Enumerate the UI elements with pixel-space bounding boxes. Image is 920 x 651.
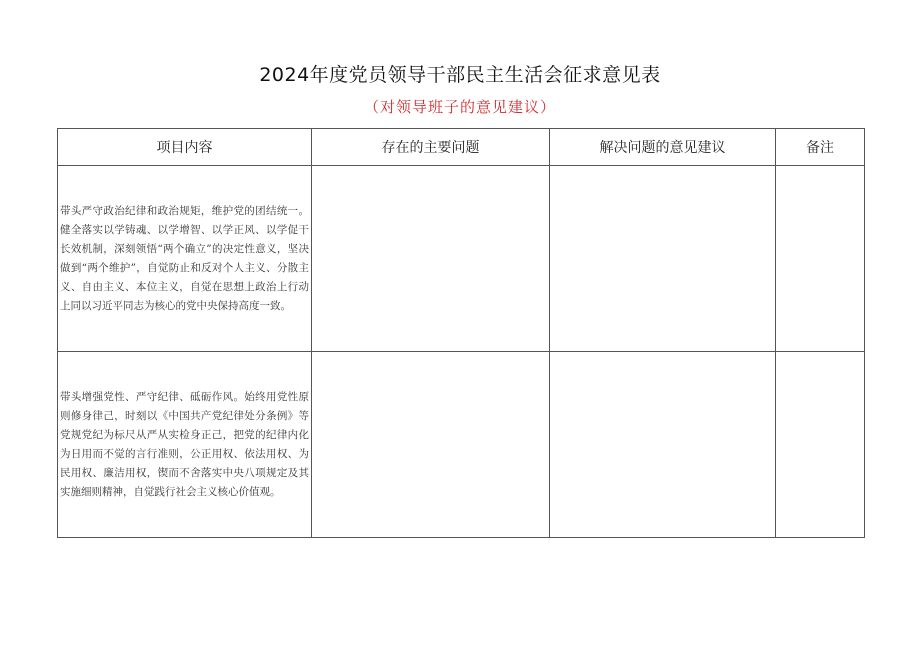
suggestions-text <box>550 352 775 537</box>
problems-text <box>312 166 549 351</box>
table-header-row <box>58 129 865 166</box>
table-row <box>58 352 865 538</box>
problems-cell[interactable] <box>312 352 550 538</box>
header-main-problems: 存在的主要问题 <box>312 129 550 166</box>
header-item-content: 项目内容 <box>58 129 312 166</box>
item-cell <box>58 352 312 538</box>
remarks-cell[interactable] <box>776 166 865 352</box>
page-subtitle: （对领导班子的意见建议） <box>363 98 556 116</box>
item-text: 带头严守政治纪律和政治规矩，维护党的团结统一。健全落实以学铸魂、以学增智、以学正风、以学促干长效机制，深刻领悟“两个确立”的决定性意义，坚决做到“两个维护”，自觉防止和反对个人主义、分散主义、自由主义、本位主义，自觉在思想上政治上行动上同以习近平同志为核心的党中央保持高度一致。 <box>60 204 309 312</box>
table-row <box>58 166 865 352</box>
remarks-cell[interactable] <box>776 352 865 538</box>
problems-cell[interactable] <box>312 166 550 352</box>
header-remarks: 备注 <box>776 129 865 166</box>
suggestions-cell[interactable] <box>550 352 776 538</box>
opinion-table <box>57 128 865 538</box>
remarks-text <box>776 352 864 537</box>
suggestions-cell[interactable] <box>550 166 776 352</box>
suggestions-text <box>550 166 775 351</box>
header-suggestions: 解决问题的意见建议 <box>550 129 776 166</box>
problems-text <box>312 352 549 537</box>
item-cell <box>58 166 312 352</box>
item-text: 带头增强党性、严守纪律、砥砺作风。始终用党性原则修身律己，时刻以《中国共产党纪律处分条例》等党规党纪为标尺从严从实检身正己，把党的纪律内化为日用而不觉的言行准则，公正用权、依法用权、为民用权、廉洁用权，锲而不舍落实中央八项规定及其实施细则精神，自觉践行社会主义核心价值观。 <box>60 390 309 498</box>
remarks-text <box>776 166 864 351</box>
page-title: 2024年度党员领导干部民主生活会征求意见表 <box>259 64 661 86</box>
